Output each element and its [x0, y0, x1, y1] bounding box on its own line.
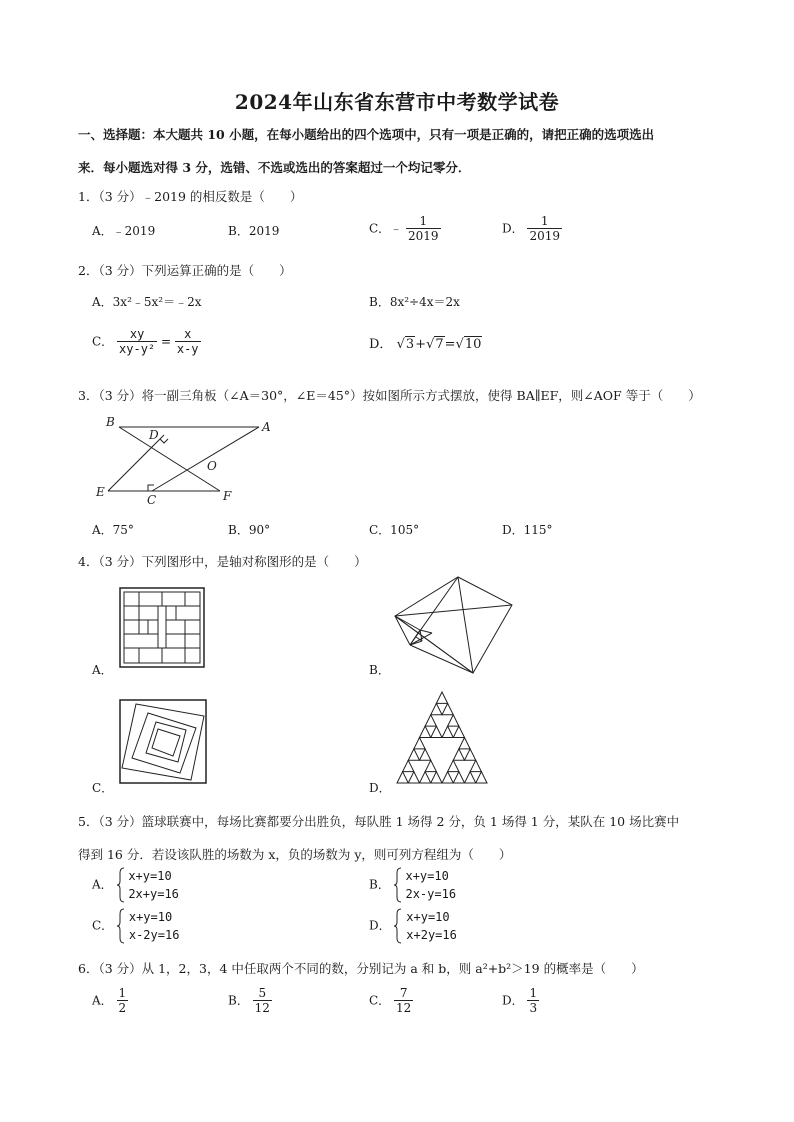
sierpinski-cell	[420, 772, 431, 783]
sierpinski-cell	[431, 772, 442, 783]
q1-option-c	[369, 214, 441, 244]
q5-d-brace-icon	[394, 908, 402, 944]
q5-a-system	[128, 867, 179, 903]
q6-a-fraction	[117, 986, 129, 1016]
q5-d-eq-2: x+2y=16	[406, 928, 457, 942]
q1-d-denominator: 2019	[529, 229, 560, 243]
q2-c-fraction-1	[117, 327, 157, 357]
q2-c-numerator-2: x	[175, 327, 201, 342]
sierpinski-cell	[420, 726, 431, 737]
section-line-2: 来．每小题选对得 3 分，选错、不选或选出的答案超过一个均记零分．	[78, 160, 471, 175]
q1-d-numerator: 1	[527, 214, 562, 229]
q5-a-brace-icon	[117, 867, 125, 903]
q6-a-label: A．	[92, 993, 113, 1008]
q2-c-numerator-1: xy	[117, 327, 157, 342]
q3-label-o: O	[207, 459, 217, 473]
q3-label-d: D	[149, 428, 159, 442]
q4-option-d: D．	[369, 781, 391, 795]
q2-d-radicand-3: 10	[464, 337, 482, 352]
q2-d-radicand-1: 3	[405, 337, 415, 352]
q5-b-eq-1: x+y=10	[405, 869, 449, 883]
q6-option-c	[369, 986, 413, 1016]
sierpinski-cell	[431, 726, 442, 737]
sierpinski-cell	[408, 749, 419, 760]
q5-a-label: A．	[92, 877, 113, 892]
sierpinski-cell	[453, 749, 464, 760]
q5-b-label: B．	[369, 877, 390, 892]
sierpinski-cell	[414, 738, 425, 749]
q1-c-numerator: 1	[406, 214, 441, 229]
sierpinski-cell	[448, 760, 459, 771]
sierpinski-cell	[476, 772, 487, 783]
q2-d-label: D．	[369, 337, 393, 352]
q3-right-angle-d	[160, 439, 168, 443]
question-2-stem: 2．（3 分）下列运算正确的是（ ）	[78, 263, 292, 278]
q1-d-label: D．	[502, 221, 524, 236]
q6-b-label: B．	[228, 993, 249, 1008]
q6-d-label: D．	[502, 993, 524, 1008]
q2-d-equals: =	[444, 337, 456, 352]
q3-option-d: D．115°	[502, 523, 553, 537]
q5-option-b	[369, 867, 456, 903]
q6-b-denominator: 12	[254, 1001, 270, 1015]
q1-option-b: B．2019	[228, 224, 280, 238]
sierpinski-cell	[436, 692, 447, 703]
q6-d-fraction	[527, 986, 539, 1016]
q2-d-radicand-2: 7	[435, 337, 444, 352]
q6-option-a	[92, 986, 128, 1016]
sierpinski-cell	[470, 760, 481, 771]
q2-c-denominator-2: x-y	[176, 342, 199, 356]
q6-c-label: C．	[369, 993, 391, 1008]
q5-c-label: C．	[92, 918, 114, 933]
sierpinski-cell	[453, 726, 464, 737]
q1-d-fraction	[527, 214, 562, 244]
q2-c-equals: =	[160, 334, 172, 349]
q2-d-sqrt-1: √3	[396, 337, 415, 352]
sierpinski-cell	[465, 749, 476, 760]
q2-c-fraction-2	[175, 327, 201, 357]
q5-a-eq-1: x+y=10	[128, 869, 172, 883]
q2-option-a: A．3x²﹣5x²＝﹣2x	[92, 295, 202, 309]
q5-c-eq-2: x-2y=16	[128, 928, 180, 942]
q5-c-system	[129, 908, 180, 944]
q3-label-b: B	[106, 415, 115, 429]
q1-option-d	[502, 214, 562, 244]
q5-b-system	[405, 867, 456, 903]
sierpinski-cell	[442, 726, 453, 737]
q3-option-c: C．105°	[369, 523, 420, 537]
q3-triangle-figure	[92, 412, 292, 507]
q6-a-denominator: 2	[118, 1001, 127, 1015]
q4-option-a: A．	[92, 663, 113, 677]
q5-d-system	[406, 908, 457, 944]
q6-option-d	[502, 986, 539, 1016]
sierpinski-cell	[397, 772, 408, 783]
q3-label-e: E	[96, 485, 105, 499]
q5-c-brace-icon	[117, 908, 125, 944]
question-5-stem-line-2: 得到 16 分．若设该队胜的场数为 x，负的场数为 y，则可列方程组为（ ）	[78, 847, 512, 862]
q4-figure-b-spiral	[380, 575, 515, 675]
sierpinski-cell	[453, 772, 464, 783]
q6-c-numerator: 7	[394, 986, 413, 1001]
q3-option-a: A．75°	[92, 523, 134, 537]
q2-c-label: C．	[92, 334, 114, 349]
q5-d-eq-1: x+y=10	[406, 910, 450, 924]
sierpinski-cell	[403, 760, 414, 771]
q2-d-plus: +	[415, 337, 427, 352]
q5-a-eq-2: 2x+y=16	[128, 887, 179, 901]
q3-label-f: F	[223, 489, 232, 503]
sierpinski-cell	[425, 760, 436, 771]
q6-option-b	[228, 986, 272, 1016]
q2-c-denominator-1: xy-y²	[119, 342, 156, 356]
q5-option-c	[92, 908, 179, 944]
q1-c-label: C．﹣	[369, 221, 403, 236]
question-3-stem: 3．（3 分）将一副三角板（∠A＝30°，∠E＝45°）按如图所示方式摆放，使得 BA∥EF，则∠AOF 等于（ ）	[78, 388, 701, 403]
sierpinski-cell	[465, 772, 476, 783]
question-1-stem: 1．（3 分）﹣2019 的相反数是（ ）	[78, 189, 303, 204]
q6-c-fraction	[394, 986, 413, 1016]
q1-c-fraction	[406, 214, 441, 244]
sierpinski-cell	[431, 703, 442, 714]
question-4-stem: 4．（3 分）下列图形中，是轴对称图形的是（ ）	[78, 554, 367, 569]
q3-line-ed	[108, 435, 164, 491]
q3-label-c: C	[147, 493, 157, 507]
sierpinski-cell	[448, 715, 459, 726]
sierpinski-cell	[442, 703, 453, 714]
q4-figure-a-grid	[118, 586, 208, 670]
sierpinski-cell	[442, 772, 453, 783]
q5-d-label: D．	[369, 918, 391, 933]
section-instructions	[78, 118, 738, 184]
q4-figure-d-sierpinski	[395, 690, 489, 785]
section-line-1: 一、选择题：本大题共 10 小题，在每小题给出的四个选项中，只有一项是正确的，请把正确的选项选出	[78, 127, 655, 142]
q4-figure-c-squares	[118, 698, 210, 786]
sierpinski-cell	[420, 749, 431, 760]
q6-b-fraction	[253, 986, 272, 1016]
q4-option-c: C．	[92, 781, 114, 795]
sierpinski-cell	[408, 772, 419, 783]
q6-c-denominator: 12	[396, 1001, 412, 1015]
question-5-stem-line-1: 5．（3 分）篮球联赛中，每场比赛都要分出胜负，每队胜 1 场得 2 分，负 1 场得 1 分，某队在 10 场比赛中	[78, 814, 680, 829]
sierpinski-cell	[459, 738, 470, 749]
page-title: 2024年山东省东营市中考数学试卷	[234, 90, 560, 114]
q6-d-numerator: 1	[529, 986, 538, 1000]
q2-d-sqrt-3: √10	[455, 337, 482, 352]
q5-b-eq-2: 2x-y=16	[405, 887, 457, 901]
q2-option-b: B．8x²÷4x＝2x	[369, 295, 460, 309]
q4-option-b: B．	[369, 663, 390, 677]
q6-d-denominator: 3	[529, 1001, 538, 1015]
q3-option-b: B．90°	[228, 523, 271, 537]
q6-b-numerator: 5	[253, 986, 272, 1001]
q2-option-d	[369, 333, 482, 352]
sierpinski-cell	[425, 715, 436, 726]
q1-c-denominator: 2019	[408, 229, 439, 243]
q3-label-a: A	[262, 420, 271, 434]
q1-option-a: A．﹣2019	[92, 224, 156, 238]
q5-option-d	[369, 908, 457, 944]
q2-d-sqrt-2: √7	[426, 337, 444, 352]
q2-option-c	[92, 327, 201, 357]
q6-a-numerator: 1	[118, 986, 127, 1000]
question-6-stem: 6．（3 分）从 1，2，3，4 中任取两个不同的数，分别记为 a 和 b，则 a²+b²＞19 的概率是（ ）	[78, 961, 644, 976]
q5-c-eq-1: x+y=10	[128, 910, 173, 924]
q5-b-brace-icon	[394, 867, 402, 903]
q5-option-a	[92, 867, 179, 903]
